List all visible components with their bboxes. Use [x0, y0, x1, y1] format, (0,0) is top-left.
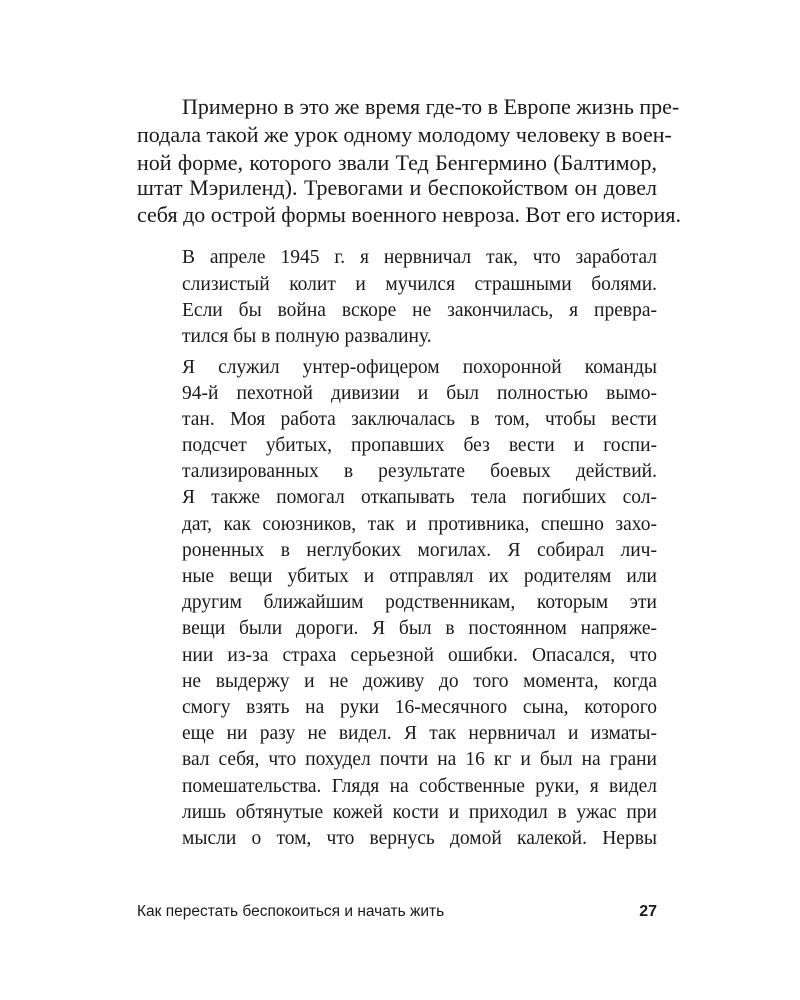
page-number: 27	[639, 903, 657, 920]
quote-line: 94-й пехотной дивизии и был полностью вымо-	[182, 383, 657, 404]
quote-line: Если бы война вскоре не закончилась, я превра-	[182, 300, 657, 321]
quote-line: тился бы в полную развалину.	[182, 326, 432, 347]
quote-line: еще ни разу не видел. Я так нервничал и изматы-	[182, 723, 657, 744]
quote-line: дат, как союзников, так и противника, спешно захо-	[182, 514, 657, 535]
quote-line: слизистый колит и мучился страшными болями.	[182, 274, 657, 295]
quote-line: В апреле 1945 г. я нервничал так, что заработал	[182, 247, 657, 268]
intro-line: себя до острой формы военного невроза. Вот его история.	[137, 202, 682, 227]
intro-line: штат Мэриленд). Тревогами и беспокойством он довел	[137, 175, 657, 200]
intro-line: ной форме, которого звали Тед Бенгермино (Балтимор,	[137, 150, 657, 175]
quote-line: вал себя, что похудел почти на 16 кг и был на грани	[182, 749, 657, 770]
intro-line: подала такой же урок одному молодому человеку в воен-	[137, 122, 672, 147]
quote-line: другим ближайшим родственникам, которым эти	[182, 592, 657, 613]
quote-line: тан. Моя работа заключалась в том, чтобы вести	[182, 409, 657, 430]
quote-line: подсчет убитых, пропавших без вести и госпи-	[182, 435, 657, 456]
running-title: Как перестать беспокоиться и начать жить	[137, 903, 445, 920]
quote-line: вещи были дороги. Я был в постоянном напряже-	[182, 618, 657, 639]
quote-line: тализированных в результате боевых действий.	[182, 461, 657, 482]
quote-line: ные вещи убитых и отправлял их родителям или	[182, 566, 657, 587]
page-footer	[137, 903, 657, 927]
quote-line: смогу взять на руки 16-месячного сына, которого	[182, 697, 657, 718]
quote-line: мысли о том, что вернусь домой калекой. Нервы	[182, 828, 657, 849]
intro-line: Примерно в это же время где-то в Европе жизнь пре-	[182, 94, 680, 119]
quote-line: роненных в неглубоких могилах. Я собирал лич-	[182, 540, 657, 561]
quote-line: Я также помогал откапывать тела погибших сол-	[182, 487, 657, 508]
quote-line: лишь обтянутые кожей кости и приходил в ужас при	[182, 802, 657, 823]
quote-line: Я служил унтер-офицером похоронной команды	[182, 357, 657, 378]
quote-line: нии из-за страха серьезной ошибки. Опасался, что	[182, 645, 657, 666]
quote-line: не выдержу и не доживу до того момента, когда	[182, 671, 657, 692]
quote-line: помешательства. Глядя на собственные руки, я видел	[182, 776, 657, 797]
